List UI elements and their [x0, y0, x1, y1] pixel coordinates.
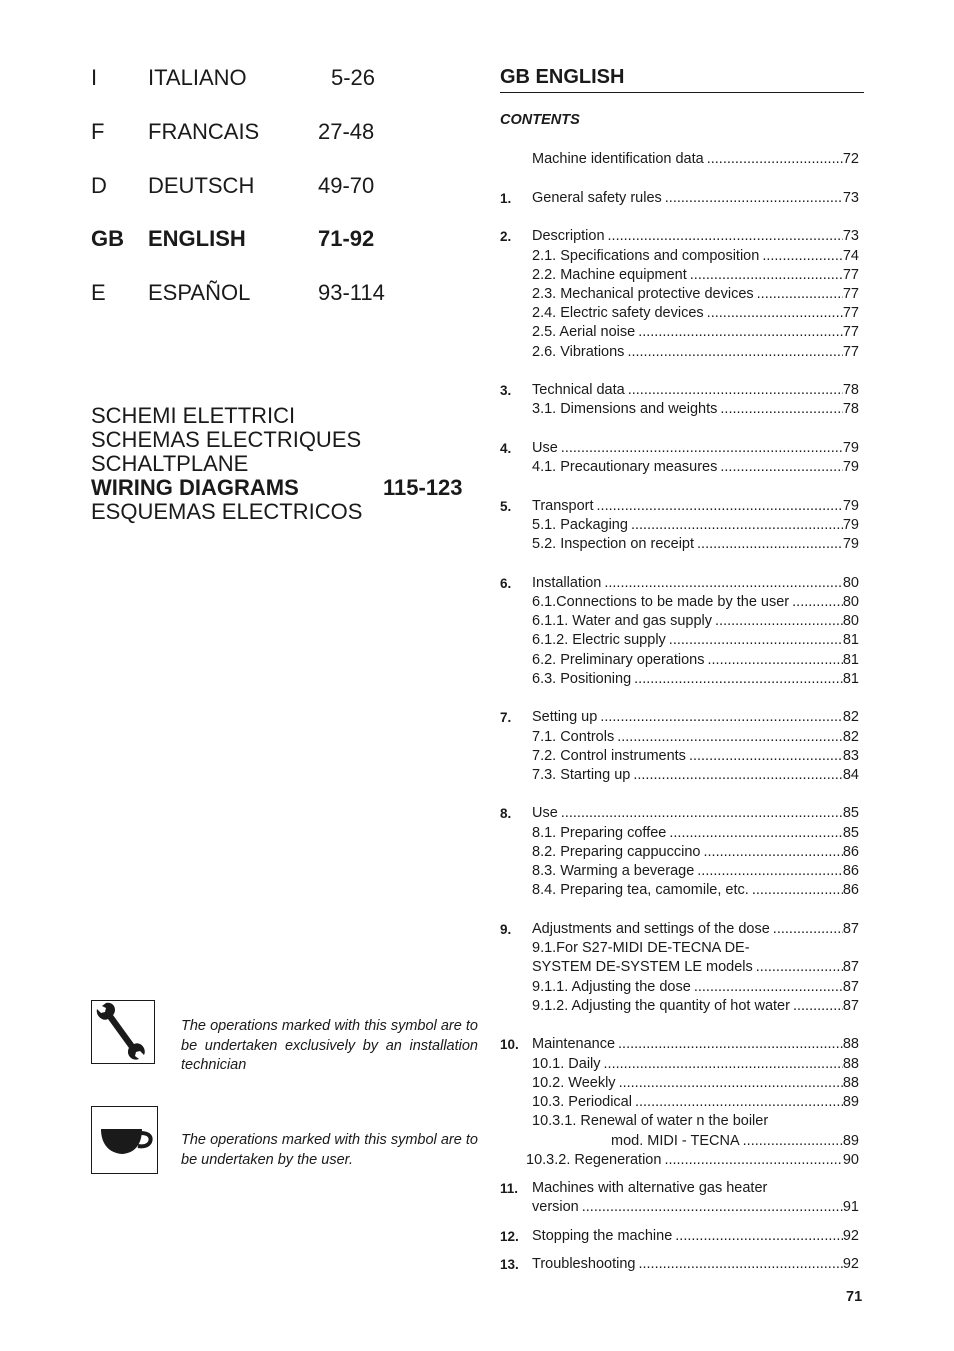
toc-entry-title: Use — [532, 805, 558, 821]
toc-entry-line — [532, 516, 859, 535]
toc-entry-title: Stopping the machine — [532, 1228, 673, 1244]
language-pages: 49-70 — [318, 173, 375, 198]
toc-entry-title: 2.6. Vibrations — [532, 344, 625, 360]
toc-entry — [500, 189, 859, 208]
toc-entry — [500, 1112, 859, 1131]
toc-dot-leader — [628, 516, 843, 535]
language-code: D — [91, 173, 107, 198]
toc-entry-number: 3. — [500, 383, 512, 398]
toc-entry-number: 6. — [500, 576, 512, 591]
wiring-line-italian: SCHEMI ELETTRICI — [91, 403, 296, 428]
toc-entry-page: 72 — [842, 151, 859, 167]
toc-entry-title: Use — [532, 440, 558, 456]
toc-entry — [500, 1035, 859, 1054]
toc-entry-page: 88 — [842, 1075, 859, 1091]
toc-entry-line — [532, 631, 859, 650]
toc-dot-leader — [767, 1179, 859, 1198]
cup-symbol-box — [91, 1106, 158, 1174]
toc-entry-page: 77 — [842, 344, 859, 360]
toc-entry-page: 87 — [842, 979, 859, 995]
toc-entry-title: Setting up — [532, 709, 598, 725]
toc-entry-title: 2.1. Specifications and composition — [532, 248, 760, 264]
toc-entry-title: Technical data — [532, 382, 625, 398]
toc-entry — [500, 631, 859, 650]
toc-dot-leader — [666, 631, 843, 650]
toc-entry-line — [532, 439, 859, 458]
toc-entry — [500, 150, 859, 169]
toc-entry-number: 7. — [500, 710, 512, 725]
page-number: 71 — [846, 1289, 863, 1305]
toc-entry-line — [532, 1112, 859, 1131]
toc-entry-page: 85 — [842, 805, 859, 821]
toc-entry-title: 9.1.For S27-MIDI DE-TECNA DE- — [532, 940, 750, 956]
toc-dot-leader — [700, 843, 842, 862]
toc-entry-line — [532, 708, 859, 727]
toc-entry-line — [532, 1035, 859, 1054]
toc-entry-page: 80 — [842, 575, 859, 591]
toc-entry — [500, 843, 859, 862]
toc-dot-leader — [694, 535, 843, 554]
toc-dot-leader — [632, 1093, 843, 1112]
section-heading: GB ENGLISH — [500, 64, 864, 93]
toc-entry — [500, 285, 859, 304]
toc-entry-page: 88 — [842, 1036, 859, 1052]
toc-entry — [500, 958, 859, 977]
toc-entry-title: Machine identification data — [532, 151, 704, 167]
wiring-line-english — [91, 476, 471, 500]
toc-entry-line — [532, 304, 859, 323]
toc-entry-line — [532, 728, 859, 747]
toc-dot-leader — [666, 824, 843, 843]
toc-entry-page: 79 — [842, 536, 859, 552]
toc-entry-page: 77 — [842, 267, 859, 283]
toc-entry — [500, 1132, 859, 1151]
toc-entry-line — [532, 497, 859, 516]
toc-entry-line — [532, 150, 859, 169]
toc-entry-page: 80 — [842, 594, 859, 610]
toc-entry-title: 2.3. Mechanical protective devices — [532, 286, 754, 302]
toc-entry — [500, 939, 859, 958]
toc-entry-line — [532, 1055, 859, 1074]
language-code: GB — [91, 226, 124, 251]
toc-entry-line — [532, 323, 859, 342]
toc-entry-title: 5.2. Inspection on receipt — [532, 536, 695, 552]
toc-entry-page: 82 — [842, 729, 859, 745]
language-code: E — [91, 280, 106, 305]
toc-entry — [500, 920, 859, 939]
language-code: I — [91, 65, 98, 90]
toc-entry-number: 9. — [500, 922, 512, 937]
toc-entry-line — [532, 266, 859, 285]
toc-entry-title: 7.1. Controls — [532, 729, 615, 745]
toc-entry — [500, 497, 859, 516]
toc-entry-page: 78 — [842, 401, 859, 417]
toc-entry — [500, 516, 859, 535]
toc-dot-leader — [631, 670, 843, 689]
toc-entry — [500, 381, 859, 400]
toc-entry-title: 10.3. Periodical — [532, 1094, 632, 1110]
toc-entry-page: 86 — [842, 844, 859, 860]
toc-entry — [500, 458, 859, 477]
wiring-pages: 115-123 — [383, 475, 463, 500]
toc-dot-leader — [749, 881, 843, 900]
toc-entry-title: 6.2. Preliminary operations — [532, 652, 705, 668]
toc-entry-title: Adjustments and settings of the dose — [532, 921, 770, 937]
toc-entry — [500, 978, 859, 997]
toc-entry-page: 84 — [842, 767, 859, 783]
toc-entry-line — [532, 843, 859, 862]
toc-entry-line — [532, 997, 859, 1016]
toc-entry-title: 6.1.1. Water and gas supply — [532, 613, 713, 629]
toc-entry-page: 73 — [842, 190, 859, 206]
toc-entry-title: 8.3. Warming a beverage — [532, 863, 695, 879]
toc-entry-title: 7.2. Control instruments — [532, 748, 686, 764]
toc-entry-page: 74 — [842, 248, 859, 264]
toc-entry-page: 92 — [842, 1228, 859, 1244]
toc-dot-leader — [630, 766, 843, 785]
toc-entry-line — [532, 1093, 859, 1112]
toc-entry-title: 6.3. Positioning — [532, 671, 632, 687]
toc-dot-leader — [770, 920, 843, 939]
toc-entry-page: 85 — [842, 825, 859, 841]
toc-entry-page: 79 — [842, 498, 859, 514]
toc-entry-number: 13. — [500, 1257, 519, 1272]
toc-entry-title: 6.1.Connections to be made by the user — [532, 594, 790, 610]
toc-entry — [500, 1151, 859, 1170]
toc-entry — [500, 227, 859, 246]
toc-entry-page: 86 — [842, 863, 859, 879]
toc-dot-leader — [694, 862, 843, 881]
toc-entry-line — [532, 227, 859, 246]
toc-entry — [500, 593, 859, 612]
toc-dot-leader — [750, 939, 859, 958]
toc-entry-page: 81 — [842, 671, 859, 687]
toc-entry — [500, 670, 859, 689]
toc-dot-leader — [768, 1112, 859, 1131]
toc-entry — [500, 651, 859, 670]
toc-entry-line — [532, 1227, 859, 1246]
toc-entry-title: 10.3.2. Regeneration — [526, 1152, 662, 1168]
toc-entry-title: 8.1. Preparing coffee — [532, 825, 667, 841]
toc-entry-page: 88 — [842, 1056, 859, 1072]
toc-entry-title: 10.3.1. Renewal of water n the boiler — [532, 1113, 769, 1129]
language-name: FRANCAIS — [148, 119, 260, 144]
toc-entry-line — [532, 612, 859, 631]
toc-entry-title: General safety rules — [532, 190, 662, 206]
wrench-symbol-box — [91, 1000, 155, 1064]
toc-entry-page: 89 — [842, 1094, 859, 1110]
toc-entry — [500, 304, 859, 323]
toc-dot-leader — [753, 958, 843, 977]
toc-dot-leader — [704, 304, 843, 323]
toc-dot-leader — [661, 1151, 842, 1170]
toc-entry-title: 9.1.2. Adjusting the quantity of hot water — [532, 998, 790, 1014]
toc-dot-leader — [616, 1074, 843, 1093]
technician-symbol-note: The operations marked with this symbol are to be undertaken exclusively by an installation technician — [181, 1018, 478, 1073]
toc-dot-leader — [601, 574, 843, 593]
toc-entry-line — [532, 862, 859, 881]
language-pages: 5-26 — [331, 65, 376, 90]
toc-entry-number: 1. — [500, 191, 512, 206]
toc-entry-page: 81 — [842, 652, 859, 668]
user-symbol-note: The operations marked with this symbol are to be undertaken by the user. — [181, 1132, 478, 1168]
toc-entry — [500, 400, 859, 419]
toc-entry — [500, 266, 859, 285]
toc-dot-leader — [662, 189, 843, 208]
toc-entry — [500, 612, 859, 631]
toc-dot-leader — [579, 1198, 843, 1217]
toc-entry-title: 2.5. Aerial noise — [532, 324, 636, 340]
toc-entry-title: 6.1.2. Electric supply — [532, 632, 666, 648]
toc-entry — [500, 747, 859, 766]
toc-entry-line — [532, 535, 859, 554]
toc-entry-title: 2.2. Machine equipment — [532, 267, 687, 283]
toc-entry-line — [611, 1132, 859, 1151]
toc-entry-number: 8. — [500, 806, 512, 821]
toc-entry-number: 10. — [500, 1037, 519, 1052]
toc-entry-line — [532, 458, 859, 477]
toc-entry-line — [532, 247, 859, 266]
wiring-line-spanish: ESQUEMAS ELECTRICOS — [91, 499, 363, 524]
toc-entry-title: 8.4. Preparing tea, camomile, etc. — [532, 882, 749, 898]
toc-dot-leader — [605, 227, 843, 246]
wiring-diagrams-block — [91, 404, 471, 524]
language-pages: 71-92 — [318, 226, 375, 251]
toc-dot-leader — [712, 612, 843, 631]
toc-dot-leader — [789, 593, 843, 612]
toc-entry-line — [532, 400, 859, 419]
language-name: ENGLISH — [148, 226, 246, 251]
toc-dot-leader — [691, 978, 843, 997]
toc-dot-leader — [615, 1035, 843, 1054]
toc-entry-title: 9.1.1. Adjusting the dose — [532, 979, 691, 995]
toc-entry — [500, 1227, 859, 1246]
toc-entry-page: 87 — [842, 998, 859, 1014]
toc-entry-line — [532, 593, 859, 612]
contents-label: CONTENTS — [500, 112, 580, 128]
toc-entry-line — [532, 747, 859, 766]
toc-entry — [500, 535, 859, 554]
toc-entry-page: 86 — [842, 882, 859, 898]
toc-entry-line — [532, 1179, 859, 1198]
toc-entry-title: mod. MIDI - TECNA — [611, 1133, 740, 1149]
toc-entry-line — [532, 978, 859, 997]
language-pages: 27-48 — [318, 119, 375, 144]
toc-entry — [500, 1074, 859, 1093]
toc-entry — [500, 1198, 859, 1217]
toc-entry — [500, 728, 859, 747]
toc-entry-line — [532, 651, 859, 670]
toc-entry-line — [532, 804, 859, 823]
toc-entry-title: Maintenance — [532, 1036, 616, 1052]
toc-entry-line — [532, 1074, 859, 1093]
toc-dot-leader — [672, 1227, 843, 1246]
toc-entry-line — [532, 766, 859, 785]
wiring-line-german: SCHALTPLANE — [91, 451, 249, 476]
toc-entry — [500, 1055, 859, 1074]
wiring-line-french: SCHEMAS ELECTRIQUES — [91, 427, 362, 452]
toc-entry-title: 5.1. Packaging — [532, 517, 628, 533]
toc-dot-leader — [717, 400, 842, 419]
toc-entry-line — [532, 920, 859, 939]
toc-entry-page: 78 — [842, 382, 859, 398]
toc-entry-title: Installation — [532, 575, 602, 591]
toc-entry-page: 79 — [842, 517, 859, 533]
toc-entry-page: 83 — [842, 748, 859, 764]
toc-entry-title: 2.4. Electric safety devices — [532, 305, 704, 321]
toc-entry-title: 3.1. Dimensions and weights — [532, 401, 718, 417]
toc-entry-page: 87 — [842, 921, 859, 937]
toc-dot-leader — [686, 747, 843, 766]
toc-entry-title: 10.2. Weekly — [532, 1075, 616, 1091]
toc-entry-line — [532, 343, 859, 362]
toc-entry-page: 79 — [842, 459, 859, 475]
toc-entry-title: 7.3. Starting up — [532, 767, 631, 783]
toc-entry — [500, 574, 859, 593]
toc-entry-page: 77 — [842, 324, 859, 340]
toc-dot-leader — [635, 323, 843, 342]
toc-entry-page: 79 — [842, 440, 859, 456]
toc-entry-page: 91 — [842, 1199, 859, 1215]
toc-entry — [500, 343, 859, 362]
toc-entry-line — [532, 1198, 859, 1217]
toc-entry — [500, 997, 859, 1016]
toc-entry-page: 87 — [842, 959, 859, 975]
toc-entry-title: 10.1. Daily — [532, 1056, 601, 1072]
language-name: ITALIANO — [148, 65, 247, 90]
toc-entry-page: 90 — [842, 1152, 859, 1168]
toc-entry-line — [532, 670, 859, 689]
toc-entry — [500, 766, 859, 785]
toc-dot-leader — [687, 266, 843, 285]
toc-dot-leader — [558, 804, 843, 823]
toc-entry-line — [532, 285, 859, 304]
toc-entry-line — [532, 381, 859, 400]
toc-entry-page: 73 — [842, 228, 859, 244]
toc-entry-line — [532, 189, 859, 208]
wiring-english-label: WIRING DIAGRAMS — [91, 475, 299, 500]
toc-entry-line — [526, 1151, 859, 1170]
toc-entry-title: 8.2. Preparing cappuccino — [532, 844, 701, 860]
toc-dot-leader — [594, 497, 843, 516]
toc-entry — [500, 247, 859, 266]
toc-entry-title: version — [532, 1199, 579, 1215]
toc-entry — [500, 708, 859, 727]
language-pages: 93-114 — [318, 280, 385, 305]
toc-entry-number: 4. — [500, 441, 512, 456]
toc-dot-leader — [717, 458, 842, 477]
toc-entry — [500, 1093, 859, 1112]
toc-entry — [500, 439, 859, 458]
language-name: DEUTSCH — [148, 173, 255, 198]
toc-entry — [500, 881, 859, 900]
toc-dot-leader — [635, 1255, 842, 1274]
toc-entry — [500, 862, 859, 881]
toc-dot-leader — [759, 247, 843, 266]
toc-entry-number: 2. — [500, 229, 512, 244]
toc-entry — [500, 323, 859, 342]
toc-dot-leader — [790, 997, 843, 1016]
toc-entry-line — [532, 824, 859, 843]
toc-entry-title: SYSTEM DE-SYSTEM LE models — [532, 959, 753, 975]
toc-entry-page: 89 — [842, 1133, 859, 1149]
toc-entry-line — [532, 958, 859, 977]
toc-entry-line — [532, 881, 859, 900]
toc-entry-line — [532, 939, 859, 958]
toc-entry — [500, 1255, 859, 1274]
toc-entry-number: 12. — [500, 1229, 519, 1244]
toc-dot-leader — [704, 651, 842, 670]
toc-entry-page: 77 — [842, 286, 859, 302]
toc-entry-line — [532, 574, 859, 593]
toc-entry-number: 11. — [500, 1181, 519, 1196]
toc-entry-page: 81 — [842, 632, 859, 648]
toc-dot-leader — [754, 285, 843, 304]
toc-dot-leader — [601, 1055, 843, 1074]
toc-dot-leader — [740, 1132, 843, 1151]
toc-dot-leader — [614, 728, 843, 747]
toc-entry — [500, 804, 859, 823]
toc-entry — [500, 1179, 859, 1198]
toc-entry-page: 92 — [842, 1256, 859, 1272]
language-name: ESPAÑOL — [148, 280, 251, 305]
toc-entry-title: 4.1. Precautionary measures — [532, 459, 718, 475]
toc-entry — [500, 824, 859, 843]
toc-dot-leader — [597, 708, 843, 727]
toc-entry-title: Machines with alternative gas heater — [532, 1180, 768, 1196]
toc-entry-page: 77 — [842, 305, 859, 321]
toc-dot-leader — [558, 439, 843, 458]
toc-entry-page: 82 — [842, 709, 859, 725]
language-code: F — [91, 119, 105, 144]
toc-entry-number: 5. — [500, 499, 512, 514]
toc-entry-title: Description — [532, 228, 605, 244]
toc-entry-page: 80 — [842, 613, 859, 629]
coffee-cup-icon — [92, 1107, 156, 1172]
toc-entry-title: Troubleshooting — [532, 1256, 636, 1272]
toc-dot-leader — [625, 381, 843, 400]
toc-dot-leader — [704, 150, 843, 169]
toc-entry-title: Transport — [532, 498, 594, 514]
toc-entry-line — [532, 1255, 859, 1274]
toc-dot-leader — [624, 343, 842, 362]
wrench-icon — [92, 1001, 153, 1062]
